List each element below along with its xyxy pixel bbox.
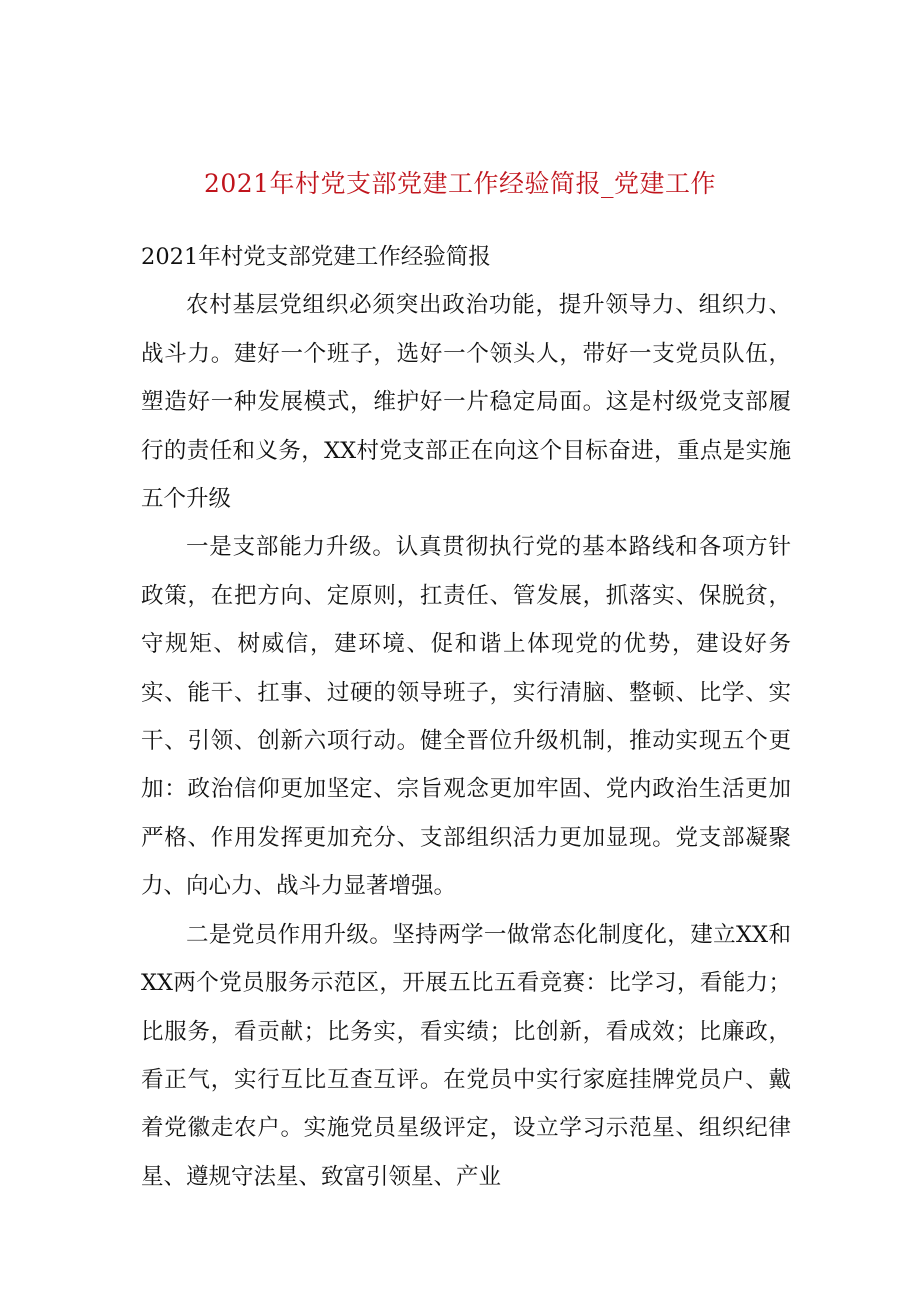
paragraph-intro: 农村基层党组织必须突出政治功能，提升领导力、组织力、战斗力。建好一个班子，选好一个领头人，带好一支党员队伍，塑造好一种发展模式，维护好一片稳定局面。这是村级党支部履行的责任和义务，XX村党支部正在向这个目标奋进，重点是实施五个升级 [141, 292, 791, 513]
document-title: 2021年村党支部党建工作经验简报_党建工作 [203, 169, 717, 198]
document-subtitle: 2021年村党支部党建工作经验简报 [141, 244, 491, 270]
paragraph-member-role: 二是党员作用升级。坚持两学一做常态化制度化，建立XX和XX两个党员服务示范区，开展五比五看竞赛：比学习，看能力；比服务，看贡献；比务实，看实绩；比创新，看成效；比廉政，看正气，实行互比互查互评。在党员中实行家庭挂牌党员户、戴着党徽走农户。实施党员星级评定，设立学习示范星、组织纪律星、遵规守法星、致富引领星、产业 [141, 921, 791, 1190]
document-body [141, 233, 791, 1201]
paragraph-branch-capability: 一是支部能力升级。认真贯彻执行党的基本路线和各项方针政策，在把方向、定原则，扛责任、管发展，抓落实、保脱贫，守规矩、树威信，建环境、促和谐上体现党的优势，建设好务实、能干、扛事、过硬的领导班子，实行清脑、整顿、比学、实干、引领、创新六项行动。健全晋位升级机制，推动实现五个更加：政治信仰更加坚定、宗旨观念更加牢固、党内政治生活更加严格、作用发挥更加充分、支部组织活力更加显现。党支部凝聚力、向心力、战斗力显著增强。 [141, 534, 791, 900]
